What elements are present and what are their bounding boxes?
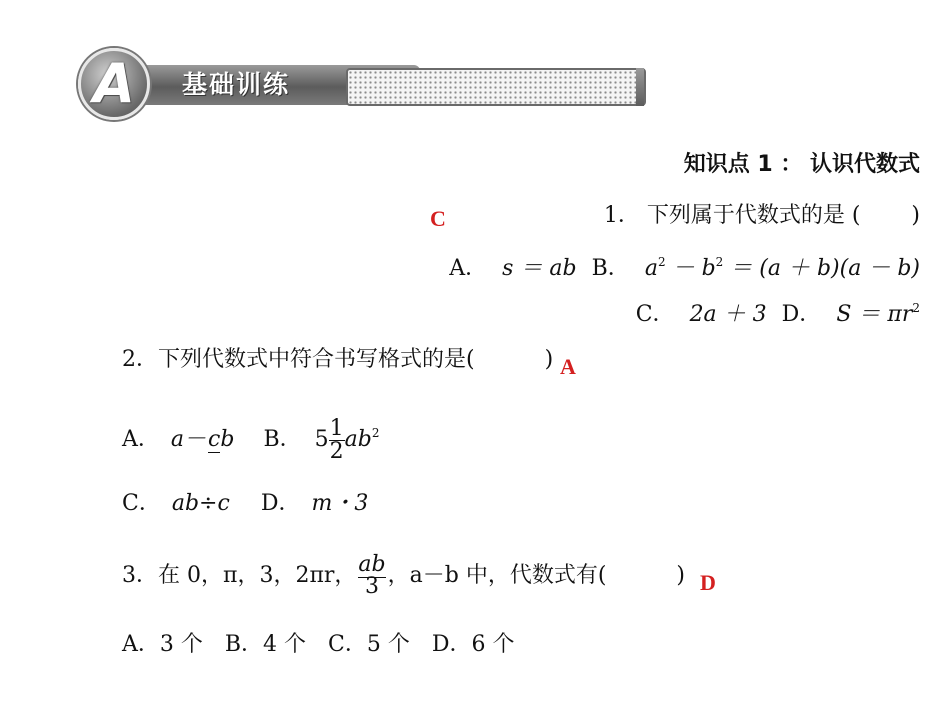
q2-stem-close: ) xyxy=(544,347,554,372)
q3-frac-den: 3 xyxy=(365,574,380,599)
q3-stem-text: 3．在 0，π，3，2πr， xyxy=(122,563,357,588)
q3-stem-close: ) xyxy=(676,563,685,588)
q1-opt-d-expr: S ＝ πr xyxy=(836,302,913,327)
q1-opt-a-expr: s ＝ ab xyxy=(502,256,577,281)
q1-opt-d-label: D． xyxy=(781,302,822,327)
q1-opt-b-expr-rest: ＝ (a ＋ b)(a － b) xyxy=(723,256,920,281)
q3-stem xyxy=(122,548,685,604)
q2-opt-b-sup: 2 xyxy=(371,426,380,440)
q1-answer: C xyxy=(430,206,446,231)
banner-badge-letter: A xyxy=(93,52,135,115)
q2-opt-b-num: 1 xyxy=(329,415,344,441)
q2-opt-d-label: D． xyxy=(260,491,301,516)
q1-stem: 1． 下列属于代数式的是 ( ) xyxy=(603,203,920,228)
q2-opt-a-den: b xyxy=(220,427,235,452)
q3-stem-after: ，a－b 中，代数式有( xyxy=(387,563,607,588)
q1-opt-c-expr: 2a ＋ 3 xyxy=(689,302,767,327)
q2-opt-b-rest: ab xyxy=(344,427,372,452)
banner-endcap xyxy=(636,68,644,106)
q2-opt-c-expr: ab÷c xyxy=(171,491,230,516)
q2-opt-c-label: C． xyxy=(122,491,161,516)
q2-opt-a-num: c xyxy=(208,427,221,452)
q2-stem-text: 2．下列代数式中符合书写格式的是( xyxy=(122,347,475,372)
q2-options-ab xyxy=(122,405,379,468)
section-banner xyxy=(78,46,648,118)
q2-stem xyxy=(122,347,553,373)
q2-opt-b-den: 2 xyxy=(329,438,344,464)
q2-opt-d-expr: m・3 xyxy=(311,491,369,516)
q1-options-ab xyxy=(449,249,920,282)
banner-dotted-panel xyxy=(346,68,646,106)
q2-opt-b-fraction xyxy=(329,415,345,464)
q2-answer: A xyxy=(560,354,576,379)
q3-options: A．3 个 B．4 个 C．5 个 D．6 个 xyxy=(122,632,515,657)
q1-options-cd xyxy=(636,295,920,328)
q2-opt-a-fraction xyxy=(208,429,234,451)
q2-opt-b-whole: 5 xyxy=(314,427,329,452)
q1-opt-b-expr-mid: － b xyxy=(665,256,716,281)
knowledge-point-title: 知识点 1 ： 认识代数式 xyxy=(683,152,920,177)
q2-opt-a-pre: a－ xyxy=(170,427,207,452)
q1-opt-c-label: C． xyxy=(635,302,675,327)
q1-opt-b-expr-a: a xyxy=(644,256,658,281)
banner-title: 基础训练 xyxy=(182,70,291,99)
q2-opt-b-label: B． xyxy=(263,427,302,452)
q3-answer: D xyxy=(700,570,716,595)
q2-options-cd xyxy=(122,491,368,517)
q3-frac-num: ab xyxy=(358,552,386,577)
q1-opt-b-sup1: 2 xyxy=(657,255,666,269)
q1-opt-b-label: B． xyxy=(591,256,630,281)
q1-opt-d-sup: 2 xyxy=(912,301,920,315)
q3-fraction xyxy=(358,554,385,598)
q1-opt-b-sup2: 2 xyxy=(715,255,724,269)
q1-opt-a-label: A． xyxy=(449,256,488,281)
q2-opt-a-label: A． xyxy=(122,427,160,452)
